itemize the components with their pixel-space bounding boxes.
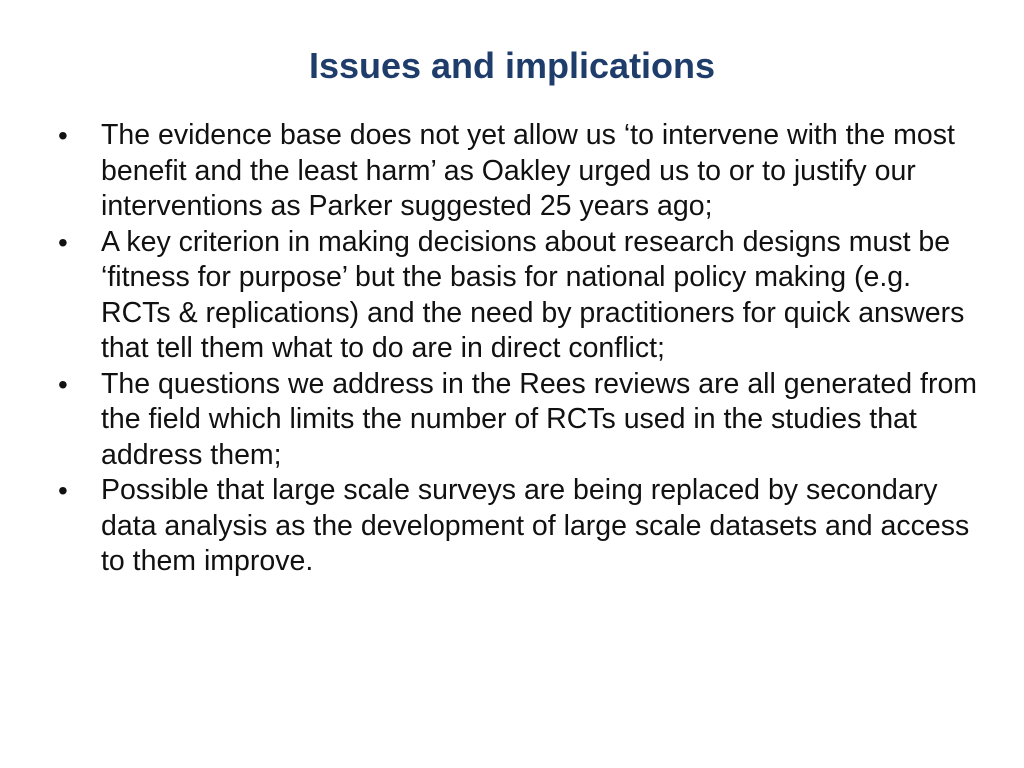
- bullet-list: [58, 118, 978, 580]
- slide-title: Issues and implications: [308, 45, 716, 86]
- bullet-text-4: Possible that large scale surveys are being replaced by secondary data analysis as the development of large scale datasets and access to them improve.: [101, 474, 970, 577]
- bullet-text-2: A key criterion in making decisions about research designs must be ‘fitness for purpose’ but the basis for national policy making (e.g. RCTs & replications) and the need by practitioners for quick answers that tell them what to do are in direct conflict;: [101, 225, 965, 364]
- bullet-item-3: [58, 367, 978, 474]
- bullet-item-2: [58, 225, 978, 367]
- bullet-text-3: The questions we address in the Rees reviews are all generated from the field which limits the number of RCTs used in the studies that address them;: [101, 367, 978, 471]
- bullet-dot-icon: •: [58, 226, 68, 258]
- bullet-dot-icon: •: [58, 120, 68, 151]
- bullet-dot-icon: •: [58, 368, 68, 400]
- bullet-item-1: [58, 118, 978, 225]
- bullet-text-1: The evidence base does not yet allow us ‘to intervene with the most benefit and the least harm’ as Oakley urged us to or to justify our interventions as Parker suggested 25 years ago;: [101, 119, 955, 222]
- bullet-dot-icon: •: [58, 475, 68, 506]
- bullet-item-4: [58, 473, 978, 580]
